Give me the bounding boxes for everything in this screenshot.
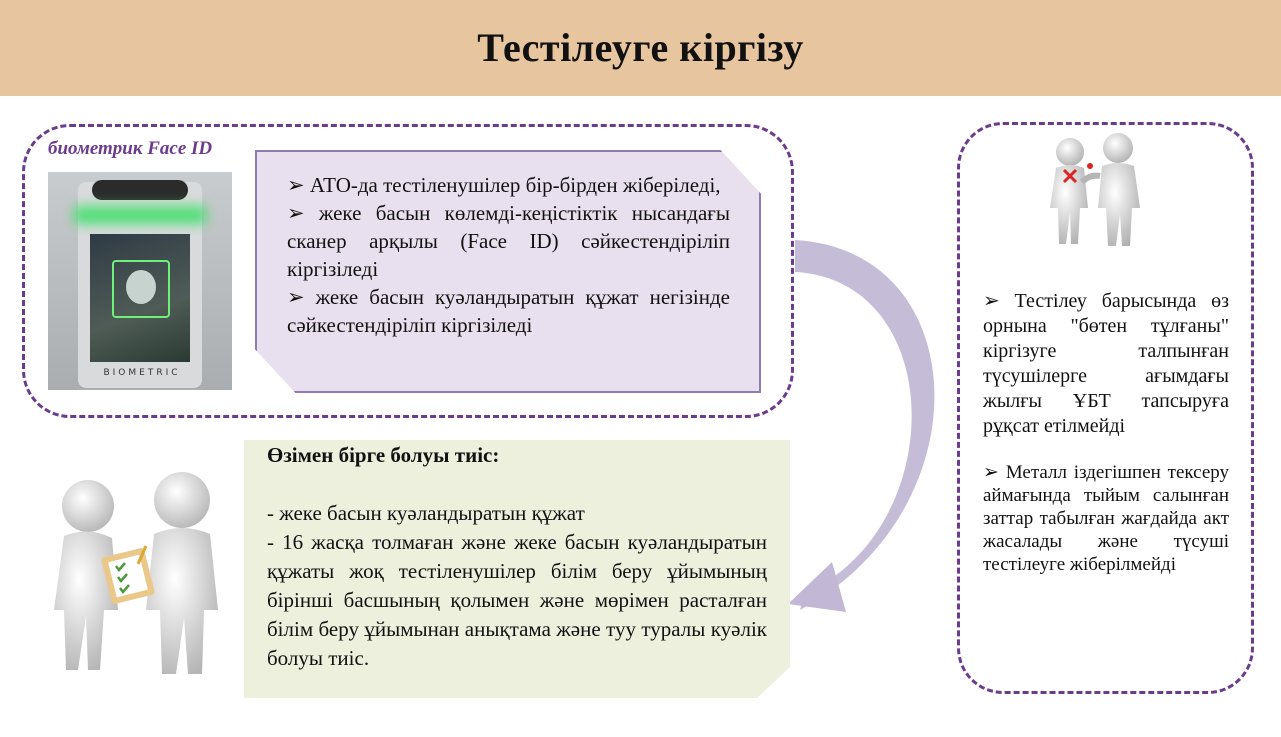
terminal-brand: BIOMETRIC (103, 368, 181, 378)
page-title: Тестілеуге кіргізу (477, 25, 804, 70)
requirements-title: Өзімен бірге болуы тиіс: (267, 443, 500, 467)
paragraph-gap (983, 439, 1229, 461)
admission-rule-item: ➢ жеке басын куәландыратын құжат негізінде сәйкестендіріліп кіргізіледі (287, 285, 730, 337)
biometric-label: биометрик Face ID (44, 138, 216, 160)
requirements-list (267, 499, 767, 673)
people-with-checklist-icon (34, 460, 240, 684)
admission-rule-item: ➢ жеке басын көлемді-кеңістіктік нысандағы сканер арқылы (Face ID) сәйкестендіріліп кіргізіледі (287, 201, 730, 281)
prohibition-item: ➢ Тестілеу барысында өз орнына "бөтен тұлғаны" кіргізуге талпынған түсушілерге ағымдағы жылғы ҰБТ тапсыруға рұқсат етілмейді (983, 290, 1229, 437)
admission-rule-item: ➢ АТО-да тестіленушілер бір-бірден жіберіледі, (287, 173, 721, 197)
prohibitions-list (983, 289, 1229, 576)
requirement-item: - жеке басын куәландыратын құжат (267, 501, 585, 525)
requirement-item: - 16 жасқа толмаған және жеке басын куәландыратын құжаты жоқ тестіленушілер білім беру ұйымының бірінші басшының қолымен және мөрімен расталған білім беру ұйымынан анықтама және туу туралы куәлік болуы тиіс. (267, 530, 767, 670)
prohibition-item: ➢ Металл іздегішпен тексеру аймағында тыйым салынған заттар табылған жағдайда акт жасалады және түсуші тестілеуге жіберілмейді (983, 462, 1229, 575)
substitution-forbidden-icon (1040, 126, 1156, 250)
